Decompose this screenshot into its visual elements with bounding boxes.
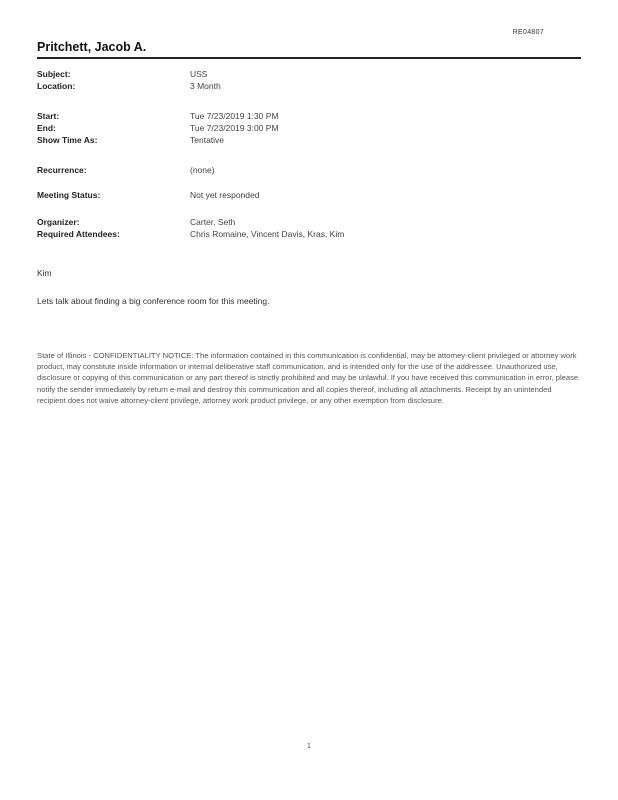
mailbox-owner-name: Pritchett, Jacob A. [37, 40, 147, 54]
field-label: Meeting Status: [37, 190, 101, 200]
field-value: 3 Month [190, 81, 221, 91]
field-label: End: [37, 123, 56, 133]
field-value: Tentative [190, 135, 225, 145]
page-number: 1 [307, 743, 311, 750]
field-value: USS [190, 69, 208, 79]
field-label: Required Attendees: [37, 229, 120, 239]
field-value: Carter, Seth [190, 217, 236, 227]
field-value: (none) [190, 165, 215, 175]
message-salutation: Kim [37, 268, 52, 278]
field-label: Show Time As: [37, 135, 98, 145]
field-label: Start: [37, 111, 60, 121]
field-value: Not yet responded [190, 190, 260, 200]
field-label: Organizer: [37, 217, 80, 227]
field-value: Tue 7/23/2019 3:00 PM [190, 123, 279, 133]
field-value: Chris Romaine, Vincent Davis, Kras, Kim [190, 229, 345, 239]
field-label: Subject: [37, 69, 71, 79]
field-label: Location: [37, 81, 76, 91]
confidentiality-notice: State of Illinois - CONFIDENTIALITY NOTICE: The information contained in this communication is confidential, may be attorney-client privileged or attorney work product, may constitute inside information or internal deliberative staff communication, and is intended only for the use of the addressee. Unauthorized use, disclosure or copying of this communication or any part thereof is strictly prohibited and may be unlawful. If you have received this communication in error, please notify the sender immediately by return e-mail and destroy this communication and all copies thereof, including all attachments. Receipt by an unintended recipient does not waive attorney-client privilege, attorney work product privilege, or any other exemption from disclosure. [37, 351, 579, 405]
header-divider [37, 57, 581, 59]
field-label: Recurrence: [37, 165, 87, 175]
bates-number: RE04807 [512, 29, 544, 36]
field-value: Tue 7/23/2019 1:30 PM [190, 111, 279, 121]
message-body: Lets talk about finding a big conference room for this meeting. [37, 296, 270, 306]
